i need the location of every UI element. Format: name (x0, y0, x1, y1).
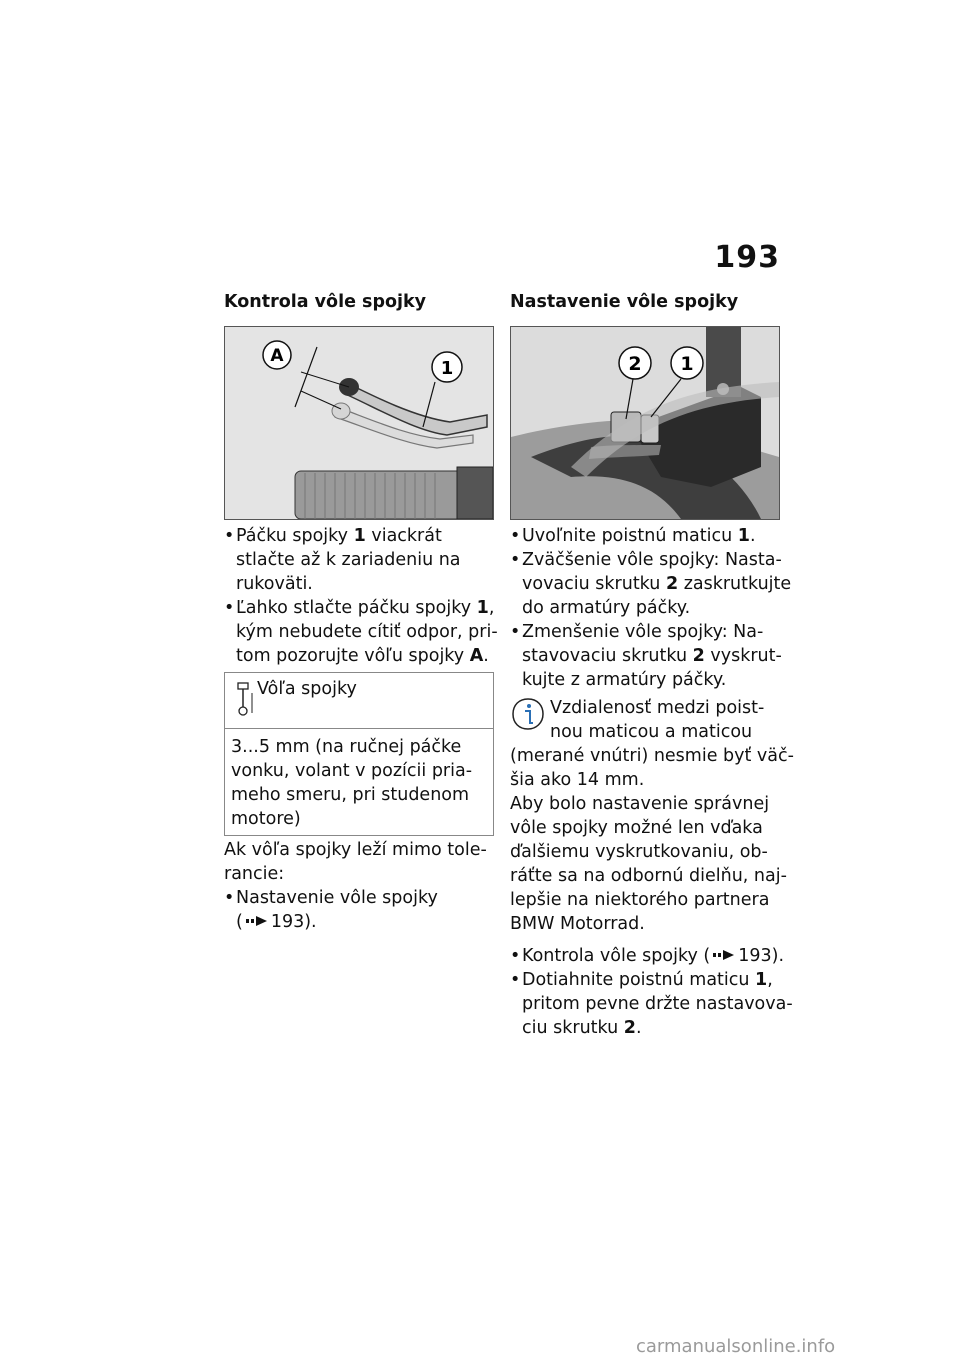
right-column (510, 290, 794, 1040)
clutch-lever-illustration (225, 327, 493, 519)
bl-l-1-1: kým nebudete cítiť odpor, pri- (236, 622, 498, 642)
adjuster-illustration (511, 327, 779, 519)
right-bullet-tighten: • Dotiahnite poistnú maticu 1, pritom pevne držte nastavova- ciu skrutku 2. (510, 968, 780, 1040)
note-line: (merané vnútri) nesmie byť väč- (510, 746, 794, 766)
bl-l-1-0: • Ľahko stlačte páčku spojky 1, (236, 598, 495, 618)
spec-line: vonku, volant v pozícii pria- (231, 761, 473, 781)
spec-box (224, 672, 494, 836)
page-number: 193 (714, 240, 780, 275)
figure-label-1: 1 (440, 358, 454, 379)
spec-title: Vôľa spojky (257, 679, 357, 699)
left-ref-bullets (224, 886, 494, 934)
note-line: nou maticou a maticou (550, 722, 753, 742)
bl-l-0-1: stlačte až k zariadeniu na (236, 550, 461, 570)
right-heading: Nastavenie vôle spojky (510, 292, 739, 312)
right-bullet-1: • Uvoľnite poistnú maticu 1. (510, 524, 780, 548)
left-bullet-2 (224, 596, 498, 668)
left-bullet-1 (224, 524, 494, 596)
bl-l-0-0: • Páčku spojky 1 viackrát (236, 526, 442, 546)
adjuster-figure (510, 326, 780, 520)
watermark: carmanualsonline.info (636, 1336, 836, 1357)
spec-body (225, 729, 493, 835)
clutch-lever-figure (224, 326, 494, 520)
note-line: šia ako 14 mm. (510, 770, 645, 790)
spec-line: motore) (231, 809, 301, 829)
tolerance-text: Ak vôľa spojky leží mimo tole- (224, 840, 487, 860)
left-column (224, 290, 498, 934)
ref-bullet-check[interactable]: • Kontrola vôle spojky ( 193). (510, 944, 780, 968)
ref-bullet-adjust[interactable] (224, 886, 494, 934)
spec-line: 3...5 mm (na ručnej páčke (231, 737, 462, 757)
spec-header (225, 673, 493, 729)
figure-label-a: A (270, 346, 284, 366)
figure-label-2: 2 (628, 353, 642, 375)
info-icon (510, 696, 546, 739)
right-bullet-3: • Zmenšenie vôle spojky: Na- stavovaciu skrutku 2 vyskrut- kujte z armatúry páčky. (510, 620, 780, 692)
spec-line: meho smeru, pri studenom (231, 785, 470, 805)
right-bullets (510, 524, 792, 692)
ref-text: • Nastavenie vôle spojky (236, 888, 438, 908)
left-heading: Kontrola vôle spojky (224, 292, 427, 312)
figure-label-1: 1 (680, 353, 694, 375)
page-reference-arrow-icon (246, 910, 268, 934)
page-reference-arrow-icon (713, 944, 735, 968)
right-bullet-2: • Zväčšenie vôle spojky: Nasta- vovaciu skrutku 2 zaskrutkujte do armatúry páčky. (510, 548, 780, 620)
ref-line: ( 193). (236, 912, 317, 932)
adjust-paragraph: Aby bolo nastavenie správnej vôle spojky možné len vďaka ďalšiemu vyskrutkovaniu, ob- ráťte sa na odbornú dielňu, naj- lepšie na niektorého partnera BMW Motorrad. (510, 794, 787, 934)
right-final-bullets (510, 944, 793, 1040)
bl-l-0-2: rukoväti. (236, 574, 313, 594)
left-bullets (224, 524, 498, 668)
note-line: Vzdialenosť medzi poist- (550, 698, 765, 718)
info-note (510, 696, 794, 792)
bl-l-1-2: tom pozorujte vôľu spojky A. (236, 646, 489, 666)
tolerance-text: rancie: (224, 864, 285, 884)
spec-gauge-icon (235, 679, 255, 726)
